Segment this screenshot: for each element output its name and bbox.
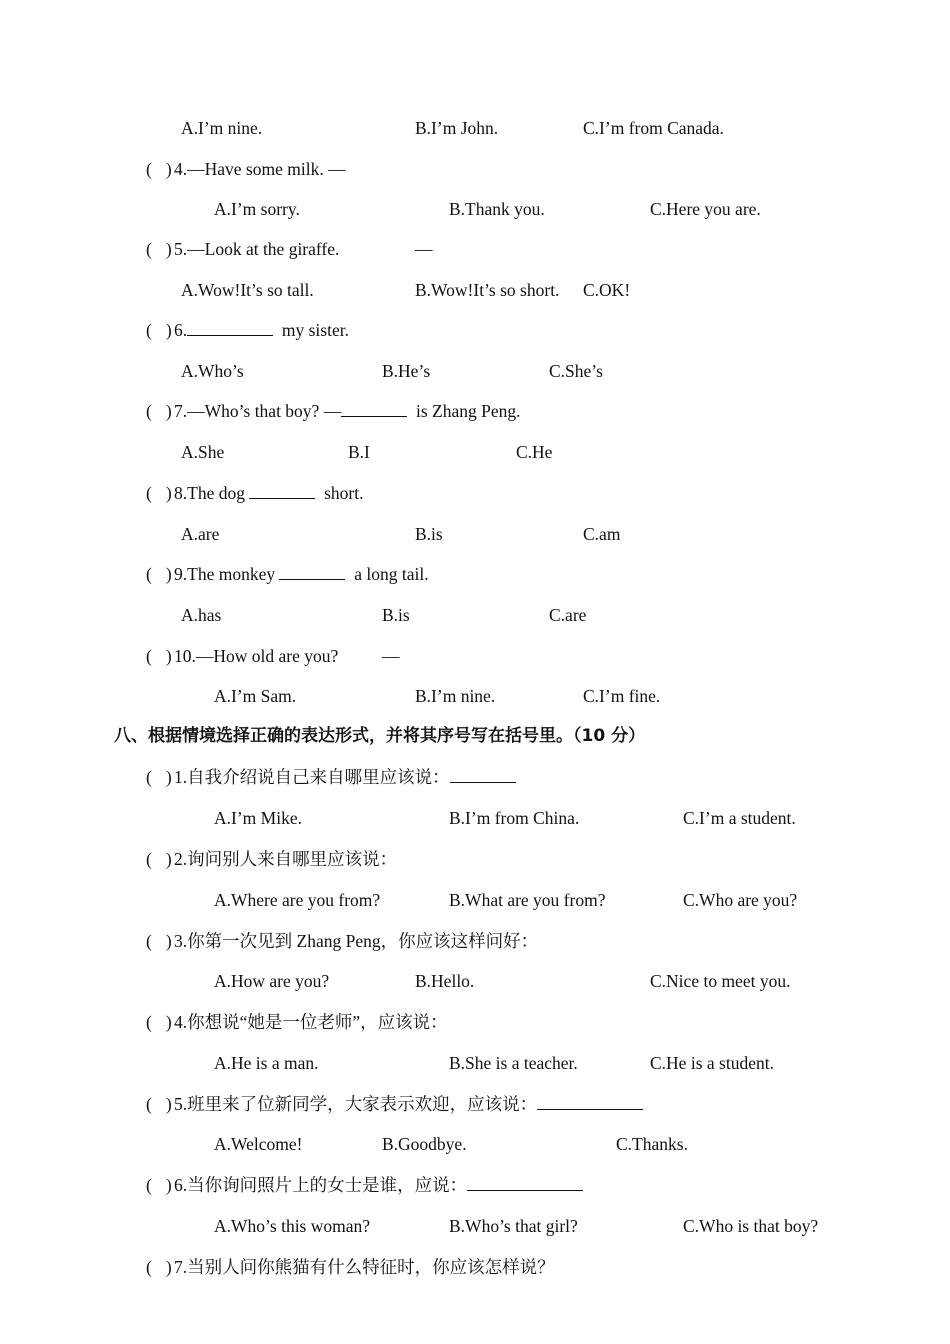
option-b: B.I’m nine.	[415, 686, 496, 706]
options-row	[0, 276, 950, 304]
option-c: C.I’m a student.	[683, 808, 796, 828]
question-row	[0, 316, 950, 344]
option-c: C.am	[583, 524, 621, 544]
option-a: A.How are you?	[214, 971, 330, 991]
question-row	[0, 1090, 950, 1118]
question-stem: 7.—Who’s that boy? — is Zhang Peng.	[174, 397, 520, 425]
option-b: B.I	[348, 442, 370, 462]
options-row	[0, 601, 950, 629]
option-c: C.Who are you?	[683, 890, 798, 910]
option-b: B.What are you from?	[449, 890, 606, 910]
option-a: A.Who’s	[181, 361, 244, 381]
question-row	[0, 155, 950, 183]
option-b: B.is	[415, 524, 443, 544]
answer-parens[interactable]: ( )	[146, 931, 172, 951]
question-row	[0, 560, 950, 588]
option-c: C.OK!	[583, 280, 631, 300]
question-stem: 5.—Look at the giraffe.	[174, 239, 340, 259]
question-row	[0, 397, 950, 425]
options-row	[0, 967, 950, 995]
question-row	[0, 1171, 950, 1199]
fill-blank[interactable]	[249, 480, 315, 499]
answer-parens[interactable]: ( )	[146, 239, 172, 259]
option-c: C.She’s	[549, 361, 603, 381]
answer-parens[interactable]: ( )	[146, 646, 172, 666]
answer-parens[interactable]: ( )	[146, 564, 172, 584]
answer-parens[interactable]: ( )	[146, 401, 172, 421]
fill-blank[interactable]	[279, 561, 345, 580]
question-stem: 2.询问别人来自哪里应该说：	[174, 849, 398, 869]
question-row	[0, 927, 950, 955]
option-b: B.I’m John.	[415, 118, 499, 138]
option-b: B.Hello.	[415, 971, 475, 991]
options-row	[0, 804, 950, 832]
question-row	[0, 845, 950, 873]
option-a: A.I’m sorry.	[214, 199, 300, 219]
answer-parens[interactable]: ( )	[146, 320, 172, 340]
options-row	[0, 1049, 950, 1077]
option-b: B.She is a teacher.	[449, 1053, 578, 1073]
option-a: A.Wow!It’s so tall.	[181, 280, 314, 300]
option-c: C.Here you are.	[650, 199, 761, 219]
question-row	[0, 479, 950, 507]
options-row	[0, 1212, 950, 1240]
section-heading-row	[0, 722, 950, 750]
question-stem: 8.The dog short.	[174, 479, 363, 507]
answer-parens[interactable]: ( )	[146, 1012, 172, 1032]
option-c: C.Thanks.	[616, 1134, 688, 1154]
question-stem: 3.你第一次见到 Zhang Peng，你应该这样问好：	[174, 931, 539, 951]
option-a: A.Welcome!	[214, 1134, 303, 1154]
question-stem: 7.当别人问你熊猫有什么特征时，你应该怎样说？	[174, 1257, 555, 1277]
option-a: A.She	[181, 442, 225, 462]
question-row	[0, 642, 950, 670]
option-c: C.He	[516, 442, 553, 462]
options-row	[0, 438, 950, 466]
options-row	[0, 1130, 950, 1158]
option-b: B.Who’s that girl?	[449, 1216, 578, 1236]
option-a: A.He is a man.	[214, 1053, 319, 1073]
question-stem: 1.自我介绍说自己来自哪里应该说：	[174, 763, 516, 791]
option-b: B.Wow!It’s so short.	[415, 280, 560, 300]
option-a: A.I’m nine.	[181, 118, 263, 138]
question-stem: 9.The monkey a long tail.	[174, 560, 429, 588]
question-stem: 4.你想说“她是一位老师”，应该说：	[174, 1012, 448, 1032]
answer-parens[interactable]: ( )	[146, 483, 172, 503]
question-stem: 6. my sister.	[174, 316, 349, 344]
option-c: C.are	[549, 605, 587, 625]
response-dash: —	[415, 239, 433, 259]
question-row	[0, 1008, 950, 1036]
option-c: C.I’m fine.	[583, 686, 661, 706]
fill-blank[interactable]	[537, 1091, 643, 1110]
question-stem: 4.—Have some milk. —	[174, 159, 346, 179]
option-a: A.has	[181, 605, 222, 625]
option-b: B.Thank you.	[449, 199, 545, 219]
question-row	[0, 763, 950, 791]
options-row	[0, 886, 950, 914]
option-a: A.Where are you from?	[214, 890, 381, 910]
section-heading: 八、根据情境选择正确的表达形式，并将其序号写在括号里。（10 分）	[114, 726, 646, 746]
option-a: A.are	[181, 524, 220, 544]
question-stem: 5.班里来了位新同学，大家表示欢迎，应该说：	[174, 1090, 643, 1118]
option-a: A.Who’s this woman?	[214, 1216, 371, 1236]
options-row	[0, 520, 950, 548]
option-a: A.I’m Mike.	[214, 808, 302, 828]
option-b: B.I’m from China.	[449, 808, 580, 828]
options-row	[0, 114, 950, 142]
option-c: C.Nice to meet you.	[650, 971, 791, 991]
option-a: A.I’m Sam.	[214, 686, 297, 706]
option-c: C.Who is that boy?	[683, 1216, 819, 1236]
question-row	[0, 1253, 950, 1281]
fill-blank[interactable]	[341, 398, 407, 417]
option-b: B.Goodbye.	[382, 1134, 467, 1154]
option-b: B.is	[382, 605, 410, 625]
option-c: C.He is a student.	[650, 1053, 774, 1073]
question-stem: 6.当你询问照片上的女士是谁，应说：	[174, 1171, 583, 1199]
question-stem: 10.—How old are you?	[174, 646, 339, 666]
option-c: C.I’m from Canada.	[583, 118, 724, 138]
answer-parens[interactable]: ( )	[146, 1094, 172, 1114]
options-row	[0, 357, 950, 385]
option-b: B.He’s	[382, 361, 431, 381]
answer-parens[interactable]: ( )	[146, 849, 172, 869]
answer-parens[interactable]: ( )	[146, 767, 172, 787]
answer-parens[interactable]: ( )	[146, 1175, 172, 1195]
answer-parens[interactable]: ( )	[146, 159, 172, 179]
fill-blank[interactable]	[467, 1172, 583, 1191]
question-row	[0, 235, 950, 263]
answer-parens[interactable]: ( )	[146, 1257, 172, 1277]
fill-blank[interactable]	[187, 317, 273, 336]
fill-blank[interactable]	[450, 764, 516, 783]
options-row	[0, 195, 950, 223]
options-row	[0, 682, 950, 710]
response-dash: —	[382, 646, 400, 666]
